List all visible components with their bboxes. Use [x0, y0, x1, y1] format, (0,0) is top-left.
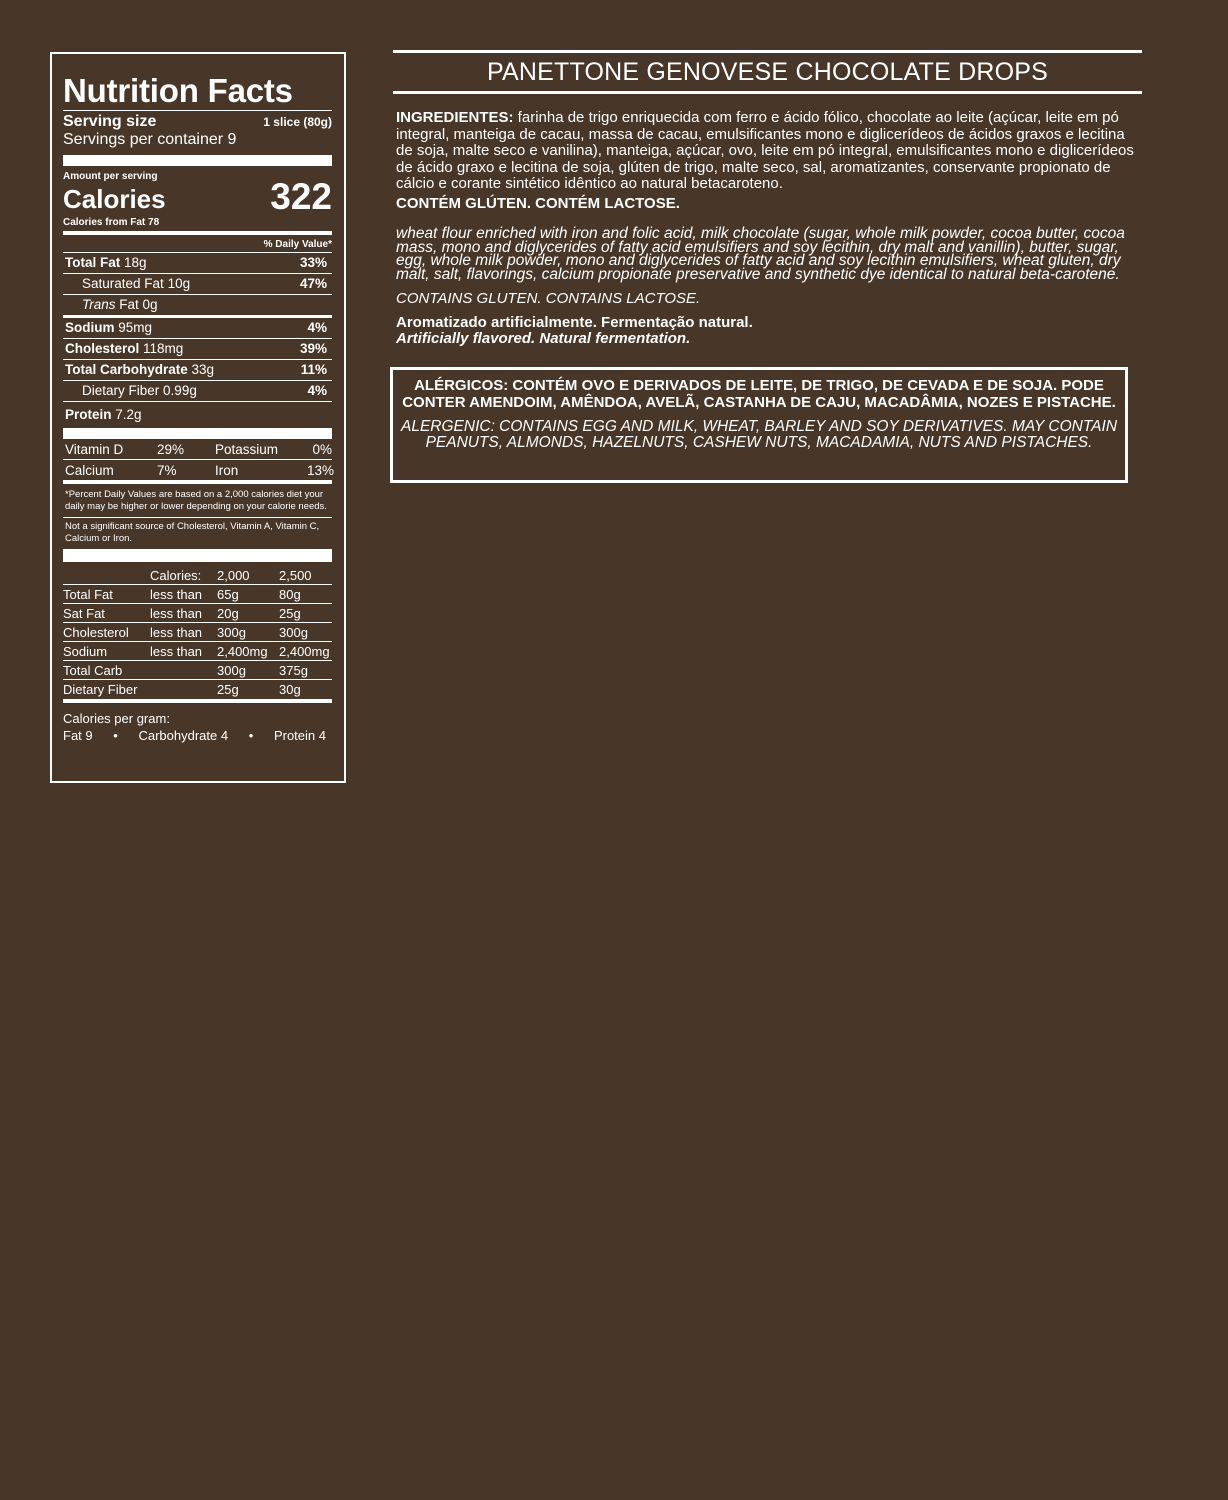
dv-table-cell: less than — [150, 584, 217, 603]
dv-table-cell: 300g — [217, 660, 279, 679]
dv-table-header — [63, 562, 150, 584]
dv-table-cell: 25g — [279, 603, 332, 622]
divider-thick — [63, 549, 332, 562]
nutrient-amount: 10g — [167, 276, 191, 291]
dv-table-header: 2,000 — [217, 568, 250, 584]
divider-medium — [63, 699, 332, 703]
dv-table-cell: less than — [150, 641, 217, 660]
calories-label: Calories — [63, 184, 166, 214]
vitamin-dv: 13% — [307, 463, 335, 478]
dv-table-cell: Total Fat — [63, 584, 150, 603]
vitamin-name: Iron — [215, 463, 239, 478]
dv-table-cell — [150, 679, 217, 698]
dv-table-cell: 25g — [217, 679, 279, 698]
vitamin-row — [63, 459, 335, 480]
nutrient-name: Protein — [65, 407, 112, 422]
flavor-pt: Aromatizado artificialmente. Fermentação natural. — [396, 313, 753, 331]
nutrient-amount: 0.99g — [163, 383, 197, 398]
nutrient-amount: 33g — [191, 362, 215, 377]
dv-table-cell: Total Carb — [63, 660, 150, 679]
calories-per-gram-label: Calories per gram: — [63, 711, 170, 727]
dv-table-cell: 2,400mg — [279, 641, 332, 660]
nutrient-amount: 118mg — [143, 341, 184, 356]
dv-table-header: Calories: — [150, 568, 202, 584]
nutrient-row-dietary-fiber — [63, 380, 332, 401]
dv-table-cell: 300g — [217, 622, 279, 641]
nutrient-amount: Fat 0g — [115, 297, 158, 312]
nutrient-row-total-carbohydrate — [63, 359, 332, 380]
ingredients-section — [396, 110, 1144, 348]
divider — [63, 110, 332, 111]
nutrient-row-sodium — [63, 315, 332, 338]
dv-table-cell: Sodium — [63, 641, 150, 660]
nutrient-dv: 47% — [299, 276, 327, 291]
nutrient-row-total-fat — [63, 252, 332, 273]
nutrient-dv: 4% — [307, 383, 327, 398]
amount-per-serving: Amount per serving — [63, 171, 158, 182]
cpg-protein: Protein 4 — [273, 727, 326, 743]
nutrient-amount: 7.2g — [115, 407, 142, 422]
dv-table-header: 2,500 — [279, 568, 312, 584]
nutrient-name: Saturated Fat — [82, 276, 164, 291]
calories-value: 322 — [270, 176, 332, 217]
ingredients-pt-text: farinha de trigo enriquecida com ferro e ácido fólico, chocolate ao leite (açúcar, leite em pó integral, manteiga de cacau, massa de cacau, emulsificantes mono e diglicerídeos de ácidos graxos e lecitina de soja, malte seco e vanilina), manteiga, açúcar, ovo, leite em pó integral, emulsificantes mono e diglicerídeos de ácido graxo e lecitina de soja, glúten de trigo, malte seco, sal, aromatizantes, conservante propionato de cálcio e corante sintético idêntico ao natural betacaroteno. — [396, 109, 1134, 192]
nutrient-row-cholesterol — [63, 338, 332, 359]
nutrient-name: Total Fat — [65, 255, 121, 270]
allergens-en: ALERGENIC: CONTAINS EGG AND MILK, WHEAT, BARLEY AND SOY DERIVATIVES. MAY CONTAIN PEANUTS, ALMONDS, HAZELNUTS, CASHEW NUTS, MACADAMIA, NUTS AND PISTACHES. — [400, 418, 1118, 451]
bullet-separator: • — [113, 727, 118, 743]
ingredients-pt — [396, 110, 1144, 193]
dv-table-cell: 375g — [279, 660, 332, 679]
nutrition-facts-title: Nutrition Facts — [63, 72, 293, 109]
vitamin-name: Vitamin D — [65, 442, 124, 457]
bullet-separator: • — [248, 727, 254, 743]
vitamin-name: Calcium — [65, 463, 114, 478]
vitamin-dv: 7% — [157, 463, 177, 478]
dv-table-cell: Sat Fat — [63, 603, 150, 622]
nutrient-row-trans-fat — [63, 294, 332, 315]
dv-table-cell — [150, 660, 217, 679]
nutrient-name: Sodium — [65, 320, 115, 335]
dv-table-cell: 80g — [279, 584, 332, 603]
serving-size-label: Serving size — [63, 113, 157, 130]
nutrient-dv: 39% — [299, 341, 327, 356]
vitamin-dv: 0% — [312, 442, 332, 457]
ingredients-label: INGREDIENTES: — [396, 109, 514, 126]
calories-row — [63, 178, 332, 215]
contains-pt: CONTÉM GLÚTEN. CONTÉM LACTOSE. — [396, 194, 680, 212]
allergens-pt: ALÉRGICOS: CONTÉM OVO E DERIVADOS DE LEITE, DE TRIGO, DE CEVADA E DE SOJA. PODE CONTER AMENDOIM, AMÊNDOA, AVELÃ, CASTANHA DE CAJU, MACADÂMIA, NOZES E PISTACHE. — [402, 377, 1116, 411]
daily-value-table — [63, 562, 332, 698]
nutrient-dv: 4% — [307, 320, 327, 335]
contains-en: CONTAINS GLUTEN. CONTAINS LACTOSE. — [396, 290, 701, 307]
nutrition-facts-panel — [50, 52, 346, 783]
nutrient-amount: 95mg — [118, 320, 153, 335]
nutrient-name: Dietary Fiber — [82, 383, 160, 398]
divider-thick — [63, 155, 332, 166]
calories-from-fat: Calories from Fat 78 — [63, 217, 160, 228]
nutrient-dv: 11% — [300, 362, 327, 377]
vitamin-row — [63, 439, 332, 459]
not-significant-note: Not a significant source of Cholesterol, Vitamin A, Vitamin C, Calcium or Iron. — [63, 517, 332, 550]
flavor-en: Artificially flavored. Natural fermentation. — [396, 330, 691, 347]
cpg-fat: Fat 9 — [63, 727, 93, 743]
dv-table-cell: 65g — [217, 584, 279, 603]
cpg-carbohydrate: Carbohydrate 4 — [138, 727, 229, 743]
dv-table-cell: Dietary Fiber — [63, 679, 150, 698]
daily-value-header: % Daily Value* — [263, 239, 332, 250]
dv-table-cell: 300g — [279, 622, 332, 641]
nutrient-name: Trans — [82, 297, 116, 312]
dv-table-cell: 2,400mg — [217, 641, 279, 660]
nutrient-row-saturated-fat — [63, 273, 332, 294]
nutrient-dv: 33% — [299, 255, 327, 270]
dv-table-cell: less than — [150, 622, 217, 641]
nutrient-name: Total Carbohydrate — [65, 362, 188, 377]
ingredients-en: wheat flour enriched with iron and folic acid, milk chocolate (sugar, whole milk powder, cocoa butter, cocoa mass, mono and diglycerides of fatty acid emulsifiers and soy lecithin, dry malt and vanillin), butter, sugar, egg, whole milk powder, mono and diglycerides of fatty acid and soy lecithin emulsifiers, wheat gluten, dry malt, salt, flavorings, calcium propionate preservative and synthetic dye identical to natural beta-carotene. — [396, 225, 1125, 283]
servings-per-container: Servings per container 9 — [63, 131, 237, 148]
serving-size-value: 1 slice (80g) — [263, 115, 332, 129]
product-title: PANETTONE GENOVESE CHOCOLATE DROPS — [393, 50, 1142, 94]
calories-per-gram-values — [63, 728, 332, 744]
nutrient-row-protein — [63, 401, 332, 428]
dv-table-cell: 20g — [217, 603, 279, 622]
serving-size-row — [63, 113, 332, 131]
divider-thick — [63, 428, 332, 439]
calories-per-gram — [63, 711, 332, 744]
nutrient-name: Cholesterol — [65, 341, 140, 356]
dv-table-cell: less than — [150, 603, 217, 622]
nutrient-amount: 18g — [124, 255, 147, 270]
daily-value-footnote: *Percent Daily Values are based on a 2,000 calories diet your daily may be higher or lower depending on your calorie needs. — [65, 489, 327, 513]
vitamin-name: Potassium — [215, 442, 279, 457]
dv-table-cell: 30g — [279, 679, 332, 698]
allergens-box — [390, 367, 1128, 483]
vitamin-dv: 29% — [157, 442, 185, 457]
dv-table-cell: Cholesterol — [63, 622, 150, 641]
